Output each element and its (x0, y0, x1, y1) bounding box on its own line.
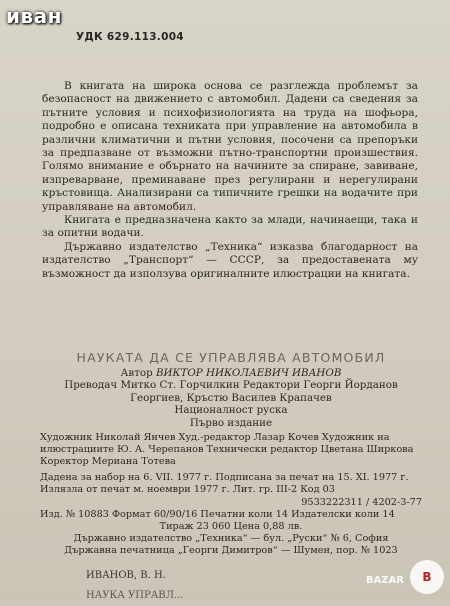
bottom-line-1: ИВАНОВ, В. Н. (86, 570, 166, 581)
colophon (40, 352, 422, 558)
artists-credits: Художник Николай Янчев Худ.-редактор Лазар Кочев Художник на илюстрациите Ю. А. Черепанов Технически редактор Цветана Шиpкова Коректор Мериана Тотева (40, 431, 414, 467)
catalog-code: 9533222311 / 4202-3-77 (301, 496, 422, 508)
udk-code: УДК 629.113.004 (76, 31, 184, 43)
print-dates-2: Излязла от печат м. ноември 1977 г. Лит. гр. III-2 Код 03 (40, 484, 335, 496)
nationality: Националност руска (174, 404, 288, 417)
edition: Първо издание (189, 416, 273, 429)
abstract (42, 80, 418, 281)
author-label: Автор (120, 366, 153, 379)
translator-line: Преводач Митко Ст. Горчилкин Редактори Георги Йорданов Георгиев, Кръстю Василев Крапачев (64, 379, 398, 404)
print-dates-1: Дадена за набор на 6. VII. 1977 г. Подписана за печат на 15. XI. 1977 г. (40, 472, 409, 484)
bazar-logo-icon: B (410, 560, 444, 594)
abstract-paragraph-3: Държавно издателство „Техника“ изказва благодарност на издателство „Транспорт“ — СССР, за предоставената му възможност да използува оригиналните илюстрации на книгата. (42, 240, 418, 280)
bottom-line-2: НАУКА УПРАВЛ... (86, 590, 184, 601)
publisher: Държавно издателство „Техника“ — бул. „Руски“ № 6, София (73, 533, 389, 545)
specs-1: Изд. № 10883 Формат 60/90/16 Печатни коли 14 Издателски коли 14 (40, 508, 395, 520)
printer: Държавна печатница „Георги Димитров“ — Шумен, пор. № 1023 (64, 545, 398, 557)
book-title: НАУКАТА ДА СЕ УПРАВЛЯВА АВТОМОБИЛ (76, 350, 386, 365)
bottom-card (86, 566, 184, 606)
abstract-paragraph-1: В книгата на широка основа се разглежда проблемът за безопасност на движението с автомобил. Дадени са сведения за пътните условия и психофизиологията на труда на шофьора, подробно е описана техниката при управление на автомобила в различни климатични и пътни условия, посочени са препоръки за предпазване от възможни пътно-транспортни произшествия. Голямо внимание е обърнато на начините за спиране, завиване, изпреварване, преминаване през регулирани и нерегулирани кръстовища. Анализирани са типичните грешки на водачите при управляване на автомобил. (42, 80, 418, 213)
abstract-paragraph-2: Книгата е предназначена както за млади, начинаещи, така и за опитни водачи. (42, 214, 418, 240)
watermark-top: иван (6, 4, 62, 28)
specs-2: Тираж 23 060 Цена 0,88 лв. (159, 520, 303, 532)
author-line (40, 367, 422, 380)
author-name: ВИКТОР НИКОЛАЕВИЧ ИВАНОВ (155, 366, 342, 379)
watermark-bottom: BAZAR (365, 575, 404, 586)
